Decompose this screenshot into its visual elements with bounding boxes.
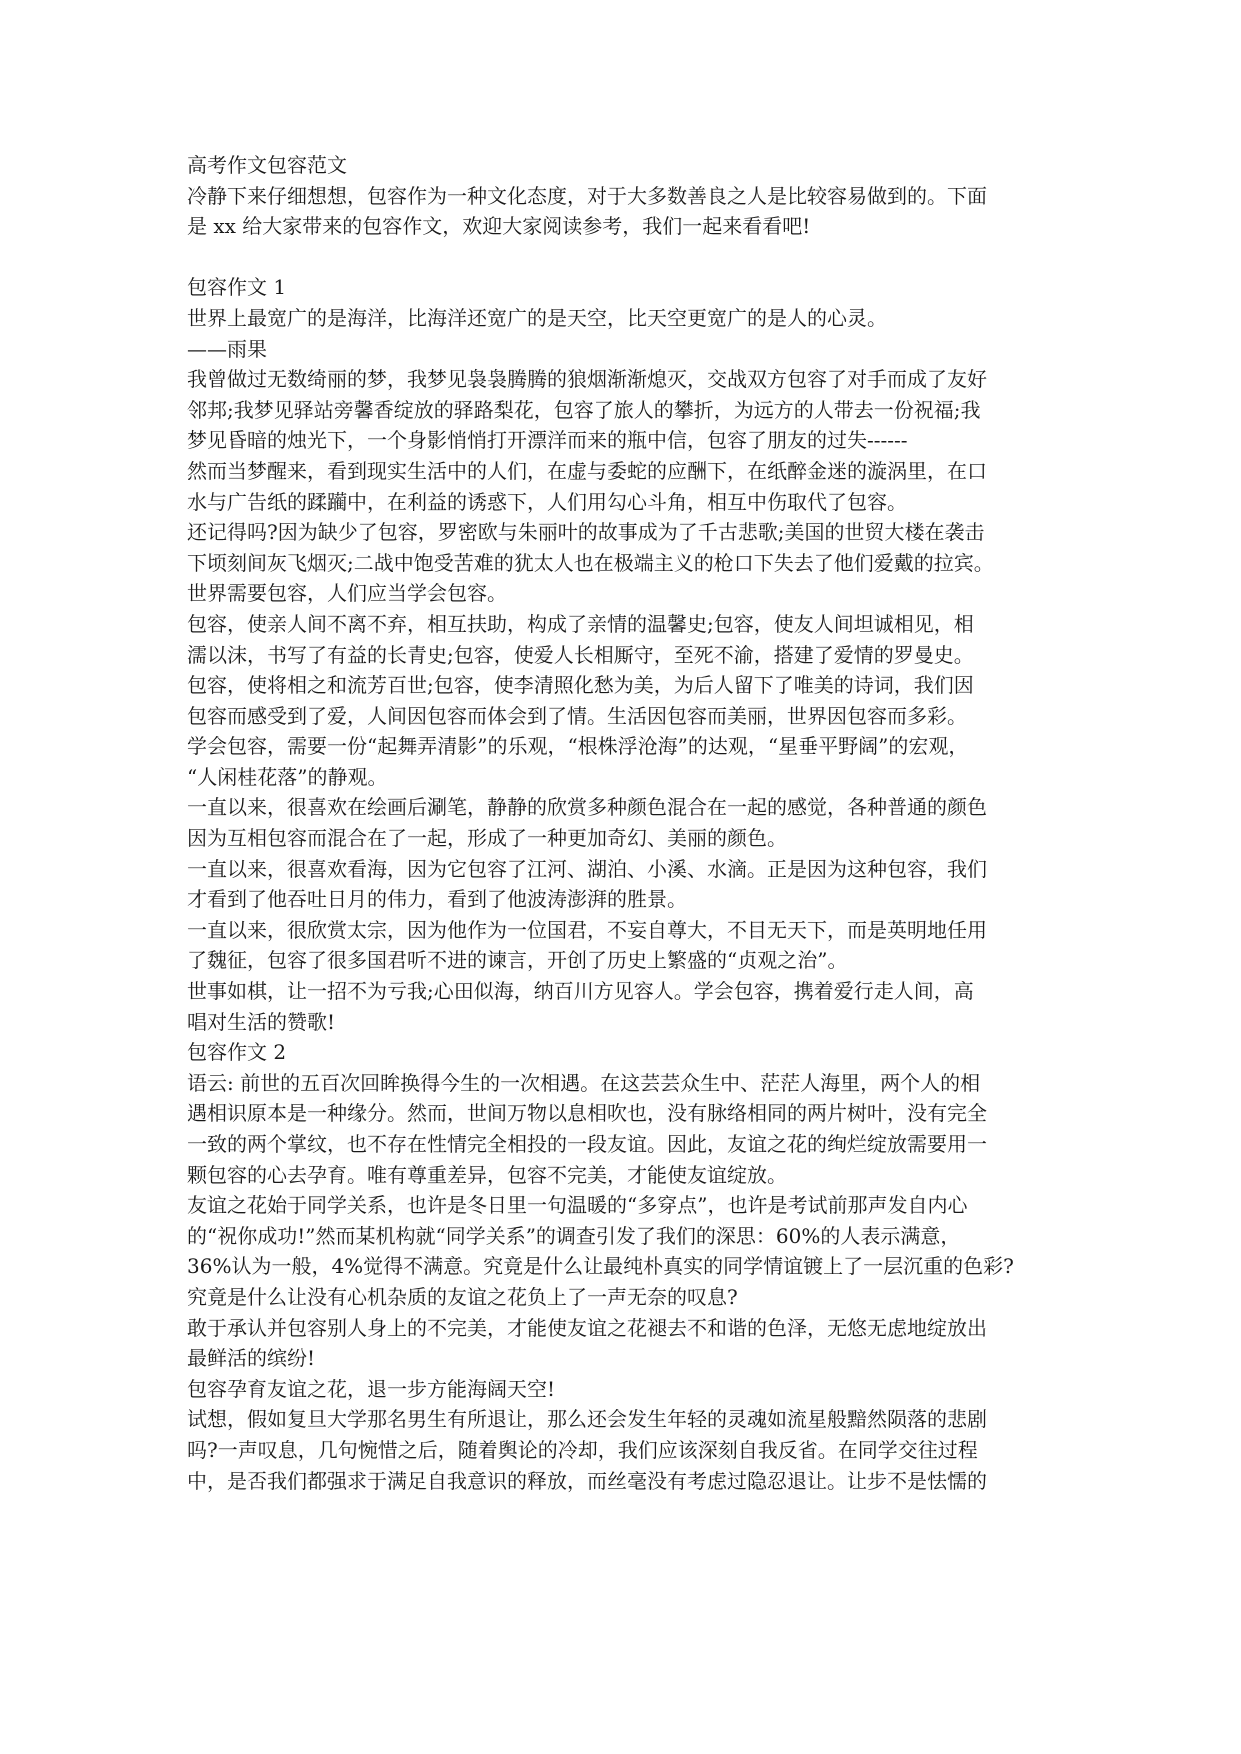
body-line: 包容而感受到了爱，人间因包容而体会到了情。生活因包容而美丽，世界因包容而多彩。 [187, 703, 967, 728]
body-line: 一直以来，很喜欢看海，因为它包容了江河、湖泊、小溪、水滴。正是因为这种包容，我们 [187, 856, 987, 881]
body-line: 36%认为一般，4%觉得不满意。究竟是什么让最纯朴真实的同学情谊镀上了一层沉重的色彩? [187, 1254, 1014, 1279]
body-line: 然而当梦醒来，看到现实生活中的人们，在虚与委蛇的应酬下，在纸醉金迷的漩涡里，在口 [187, 458, 987, 483]
body-line: 学会包容，需要一份“起舞弄清影”的乐观，“根株浮沧海”的达观，“星垂平野阔”的宏观， [187, 734, 969, 759]
quote-attribution: ——雨果 [187, 336, 267, 361]
body-line: 因为互相包容而混合在了一起，形成了一种更加奇幻、美丽的颜色。 [187, 826, 787, 851]
body-line: 一直以来，很喜欢在绘画后涮笔，静静的欣赏多种颜色混合在一起的感觉，各种普通的颜色 [187, 795, 987, 820]
body-line: 试想，假如复旦大学那名男生有所退让，那么还会发生年轻的灵魂如流星般黯然陨落的悲剧 [187, 1407, 987, 1432]
body-line: 中，是否我们都强求于满足自我意识的释放，而丝毫没有考虑过隐忍退让。让步不是怯懦的 [187, 1468, 987, 1493]
body-line: 究竟是什么让没有心机杂质的友谊之花负上了一声无奈的叹息? [187, 1284, 738, 1309]
body-line: 濡以沫，书写了有益的长青史;包容，使爱人长相厮守，至死不渝，搭建了爱情的罗曼史。 [187, 642, 974, 667]
body-line: 水与广告纸的蹂躏中，在利益的诱惑下，人们用勾心斗角，相互中伤取代了包容。 [187, 489, 907, 514]
body-line: 我曾做过无数绮丽的梦，我梦见袅袅腾腾的狼烟渐渐熄灭，交战双方包容了对手而成了友好 [187, 367, 987, 392]
body-line: 颗包容的心去孕育。唯有尊重差异，包容不完美，才能使友谊绽放。 [187, 1162, 787, 1187]
body-line: 梦见昏暗的烛光下，一个身影悄悄打开漂洋而来的瓶中信，包容了朋友的过失------ [187, 428, 908, 453]
body-line: 包容孕育友谊之花，退一步方能海阔天空! [187, 1376, 556, 1401]
quote-line: 世界上最宽广的是海洋，比海洋还宽广的是天空，比天空更宽广的是人的心灵。 [187, 305, 887, 330]
body-line: 最鲜活的缤纷! [187, 1346, 316, 1371]
body-line: “人闲桂花落”的静观。 [187, 764, 388, 789]
body-line: 敢于承认并包容别人身上的不完美，才能使友谊之花褪去不和谐的色泽，无悠无虑地绽放出 [187, 1315, 987, 1340]
blank-line [187, 242, 1067, 273]
body-line: 语云: 前世的五百次回眸换得今生的一次相遇。在这芸芸众生中、茫茫人海里，两个人的相 [187, 1070, 981, 1095]
section-heading: 包容作文 2 [187, 1040, 287, 1065]
section-heading: 包容作文 1 [187, 275, 287, 300]
intro-line: 冷静下来仔细想想，包容作为一种文化态度，对于大多数善良之人是比较容易做到的。下面 [187, 183, 987, 208]
body-line: 友谊之花始于同学关系，也许是冬日里一句温暖的“多穿点”，也许是考试前那声发自内心 [187, 1193, 968, 1218]
body-line: 一直以来，很欣赏太宗，因为他作为一位国君，不妄自尊大，不目无天下，而是英明地任用 [187, 917, 987, 942]
body-line: 包容，使将相之和流芳百世;包容，使李清照化愁为美，为后人留下了唯美的诗词，我们因 [187, 673, 974, 698]
document-page [187, 150, 1067, 1496]
body-line: 的“祝你成功!”然而某机构就“同学关系”的调查引发了我们的深思：60%的人表示满意， [187, 1223, 961, 1248]
body-line: 了魏征，包容了很多国君听不进的谏言，开创了历史上繁盛的“贞观之治”。 [187, 948, 848, 973]
body-line: 吗?一声叹息，几句惋惜之后，随着舆论的冷却，我们应该深刻自我反省。在同学交往过程 [187, 1437, 978, 1462]
body-line: 唱对生活的赞歌! [187, 1009, 336, 1034]
body-line: 遇相识原本是一种缘分。然而，世间万物以息相吹也，没有脉络相同的两片树叶，没有完全 [187, 1101, 987, 1126]
body-line: 才看到了他吞吐日月的伟力，看到了他波涛澎湃的胜景。 [187, 887, 687, 912]
body-line: 还记得吗?因为缺少了包容，罗密欧与朱丽叶的故事成为了千古悲歌;美国的世贸大楼在袭击 [187, 520, 985, 545]
intro-line: 是 xx 给大家带来的包容作文，欢迎大家阅读参考，我们一起来看看吧! [187, 214, 811, 239]
body-line: 下顷刻间灰飞烟灭;二战中饱受苦难的犹太人也在极端主义的枪口下失去了他们爱戴的拉宾。 [187, 550, 994, 575]
body-line: 包容，使亲人间不离不弃，相互扶助，构成了亲情的温馨史;包容，使友人间坦诚相见，相 [187, 611, 974, 636]
document-title: 高考作文包容范文 [187, 153, 347, 177]
body-line: 一致的两个掌纹，也不存在性情完全相投的一段友谊。因此，友谊之花的绚烂绽放需要用一 [187, 1132, 987, 1156]
body-line: 邻邦;我梦见驿站旁馨香绽放的驿路梨花，包容了旅人的攀折，为远方的人带去一份祝福;我 [187, 397, 981, 422]
body-line: 世界需要包容，人们应当学会包容。 [187, 581, 507, 606]
body-line: 世事如棋，让一招不为亏我;心田似海，纳百川方见容人。学会包容，携着爱行走人间，高 [187, 979, 974, 1004]
